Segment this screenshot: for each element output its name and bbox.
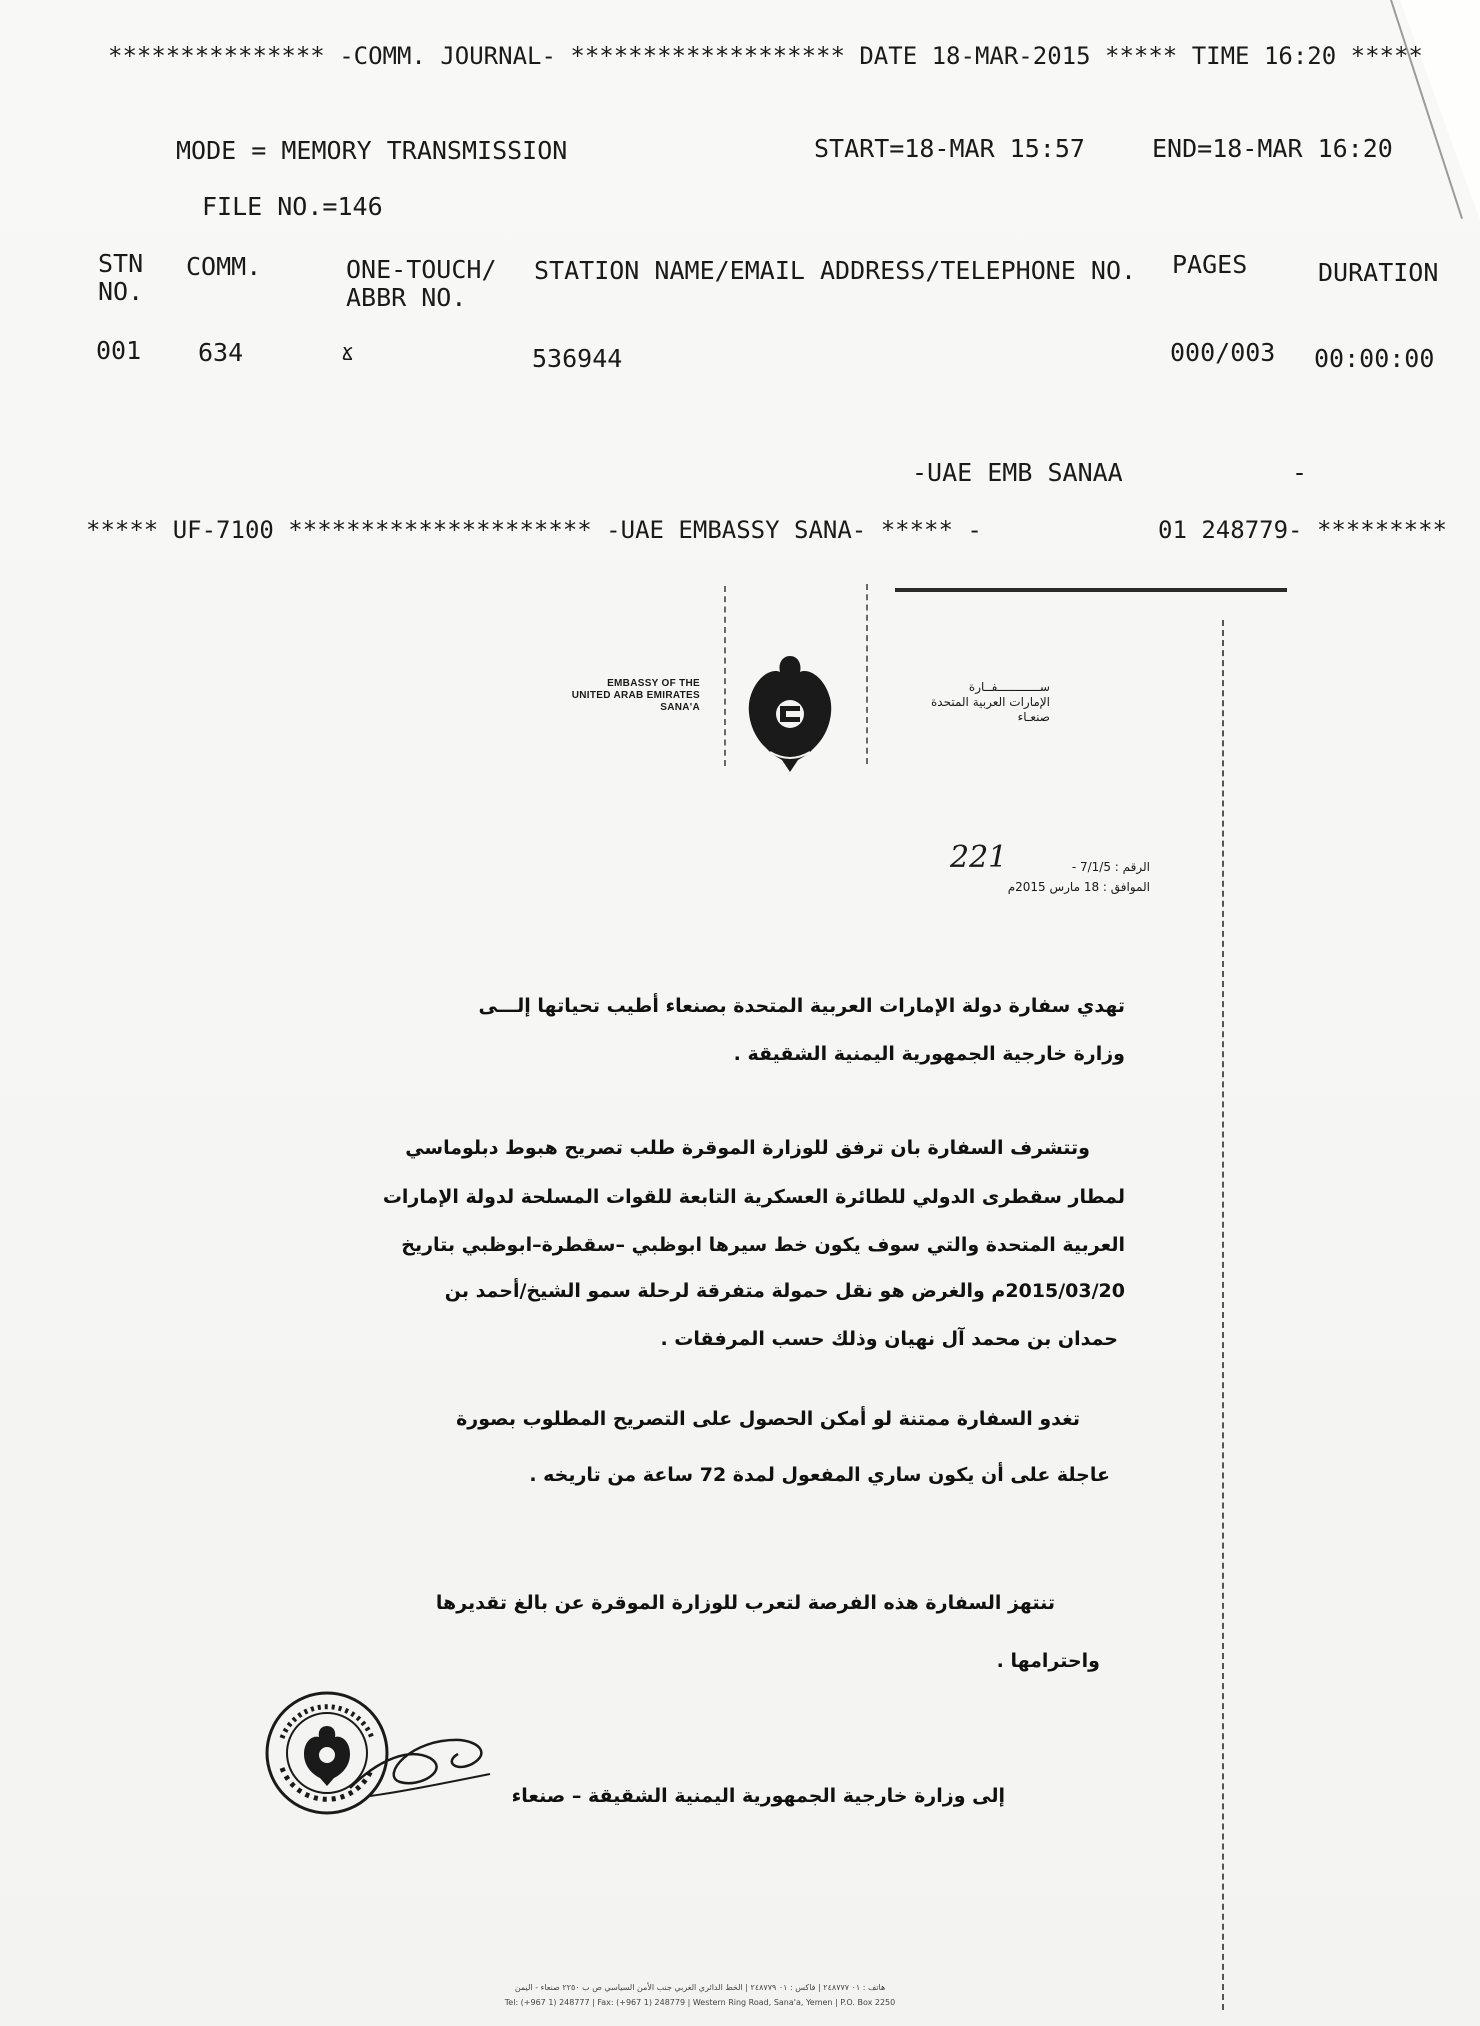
body-p4-line1: تنتهز السفارة هذه الفرصة لتعرب للوزارة الموقرة عن بالغ تقديرها — [435, 1592, 1055, 1614]
body-p2-line3: العربية المتحدة والتي سوف يكون خط سيرها ابوظبي –سقطرة–ابوظبي بتاريخ — [401, 1234, 1125, 1256]
journal-file-no: FILE NO.=146 — [202, 192, 383, 221]
row-pages: 000/003 — [1170, 338, 1276, 367]
col-one-touch: ONE-TOUCH/ ABBR NO. — [346, 255, 497, 312]
journal-mode: MODE = MEMORY TRANSMISSION — [176, 136, 568, 165]
row-stn-no: 001 — [96, 336, 142, 365]
body-p2-line2: لمطار سقطرى الدولي للطائرة العسكرية التابعة للقوات المسلحة لدولة الإمارات — [382, 1186, 1125, 1208]
right-divider — [866, 584, 868, 764]
journal-footer-number: 01 248779- ********* — [1158, 516, 1447, 544]
row-one-touch: Ճ — [342, 344, 353, 365]
sender-name: -UAE EMB SANAA — [912, 458, 1123, 487]
signature-icon — [340, 1718, 500, 1808]
header-rule — [895, 588, 1287, 592]
letterhead-ar-line: الإمارات العربية المتحدة — [931, 695, 1050, 709]
col-pages: PAGES — [1172, 250, 1248, 279]
body-p2-line5: حمدان بن محمد آل نهيان وذلك حسب المرفقات . — [660, 1328, 1118, 1350]
letter-footer-english: Tel: (+967 1) 248777 | Fax: (+967 1) 248779 | Western Ring Road, Sana'a, Yemen | P.O. Box 2250 — [504, 1998, 896, 2007]
letter-footer-arabic: هاتف : ٠١ ٢٤٨٧٧٧ | فاكس : ٠١ ٢٤٨٧٧٩ | الخط الدائري الغربي جنب الأمن السياسي ص ب ٢٢٥٠ صنعاء - اليمن — [514, 1983, 886, 1992]
eagle-emblem-icon — [742, 650, 838, 776]
col-duration: DURATION — [1318, 258, 1439, 287]
col-comm: COMM. — [186, 252, 262, 281]
body-p2-line1: وتتشرف السفارة بان ترفق للوزارة الموقرة طلب تصريح هبوط دبلوماسي — [405, 1137, 1090, 1159]
page-fold — [1400, 0, 1480, 220]
letterhead-ar-line: ســــــــــــفــارة — [968, 680, 1050, 694]
letterhead-arabic — [880, 680, 1050, 725]
journal-start: START=18-MAR 15:57 — [814, 134, 1085, 163]
row-station: 536944 — [532, 344, 623, 373]
reference-handwritten-number: 221 — [950, 840, 1008, 875]
page-edge-line — [1222, 620, 1224, 2010]
reference-date: الموافق : 18 مارس 2015م — [1007, 880, 1150, 894]
letterhead-ar-line: صنعـاء — [1017, 710, 1050, 724]
sender-dash: - — [1292, 458, 1308, 487]
left-divider — [724, 586, 726, 766]
body-p4-line2: واحترامها . — [996, 1650, 1100, 1672]
addressee-line: إلى وزارة خارجية الجمهورية اليمنية الشقيقة – صنعاء — [511, 1785, 1005, 1807]
journal-header: *************** -COMM. JOURNAL- ******************* DATE 18-MAR-2015 ***** TIME 16:20 ***** — [108, 42, 1423, 70]
letterhead-en-line: SANA'A — [660, 702, 700, 713]
body-p3-line2: عاجلة على أن يكون ساري المفعول لمدة 72 ساعة من تاريخه . — [529, 1464, 1110, 1486]
row-comm: 634 — [198, 338, 244, 367]
letterhead-en-line: EMBASSY OF THE — [607, 678, 700, 689]
journal-footer-line: ***** UF-7100 ********************* -UAE EMBASSY SANA- ***** - — [86, 516, 982, 544]
body-p2-line4: 2015/03/20م والغرض هو نقل حمولة متفرقة لرحلة سمو الشيخ/أحمد بن — [444, 1280, 1125, 1302]
reference-line: الرقم : 7/1/5 - — [1071, 860, 1150, 874]
row-duration: 00:00:00 — [1314, 344, 1435, 373]
col-stn-no: STN NO. — [98, 249, 144, 306]
col-station: STATION NAME/EMAIL ADDRESS/TELEPHONE NO. — [534, 256, 1137, 285]
letterhead-en-line: UNITED ARAB EMIRATES — [571, 690, 700, 701]
body-p3-line1: تغدو السفارة ممتنة لو أمكن الحصول على التصريح المطلوب بصورة — [456, 1408, 1080, 1430]
letterhead-english — [530, 678, 700, 714]
journal-end: END=18-MAR 16:20 — [1152, 134, 1393, 163]
body-p1-line2: وزارة خارجية الجمهورية اليمنية الشقيقة . — [733, 1043, 1125, 1065]
body-p1-line1: تهدي سفارة دولة الإمارات العربية المتحدة بصنعاء أطيب تحياتها إلـــى — [478, 995, 1125, 1017]
